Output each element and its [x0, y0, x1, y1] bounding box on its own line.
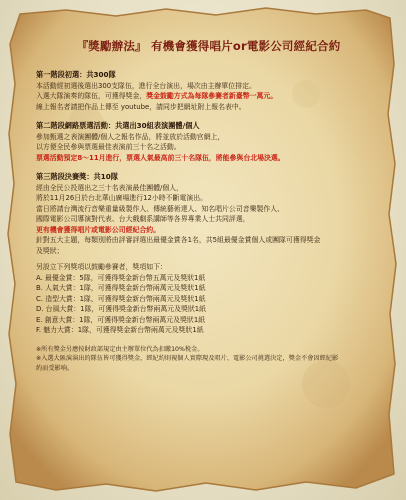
stage1-line: 本活動經初選後選出300支隊伍，進行全台演出，場次由主辦單位排定。 [36, 81, 256, 90]
stage3-line: 當日將請台灣流行音樂重量級製作人、傳統藝術達人、知名唱片公司音樂製作人、 [36, 204, 285, 213]
stage3-red-line: 更有機會獲得唱片或電影公司經紀合約。 [36, 225, 161, 234]
footnote: ※入選大匯演演出的隊伍皆可獲得獎金，經紀約則視個人實際現及唱片、電影公司挑選決定，獎金不會因經紀影 [36, 355, 339, 362]
award-item: C. 造型大賞：1隊，可獲得獎金新台幣兩萬元及獎狀1紙 [36, 294, 206, 303]
parchment-paper [6, 4, 400, 494]
award-item: D. 台風大賞：1隊，可獲得獎金新台幣兩萬元及獎狀1紙 [36, 305, 207, 313]
award-item: B. 人氣大賞：1隊，可獲得獎金新台幣兩萬元及獎狀1紙 [36, 284, 206, 292]
stage3-line: 國際電影公司導演對代表、台大戲劇系講師等各界專業人士共同評選， [36, 215, 250, 223]
footnote: ※所有獎金另應按財政部規定由主辦單位代為扣繳10%稅金。 [36, 345, 204, 353]
awards-intro: 另設立下列獎項以鼓勵參賽者，獎項如下： [36, 263, 167, 271]
stage2-heading: 第二階段網路票選活動：共選出30組表演團體/個人 [36, 121, 200, 130]
stage1-line-text: 入選大隊演奏的隊伍，可獲得獎金， [36, 92, 147, 100]
stage3-line: 經由全民公投選出之三十名表演最佳團體/個人， [36, 183, 184, 192]
stage2-line: 以方便全民參與票選最佳表演前三十名之活動。 [36, 143, 181, 151]
award-item: E. 創意大賞：1隊，可獲得獎金新台幣兩萬元及獎狀1紙 [36, 315, 206, 324]
footnote: 約而受影响。 [36, 364, 74, 372]
content [36, 38, 381, 373]
stage3-line: 針對五大主題，每類別將由評審評選出最優金賞各1名，共5組最優金賞個人或團隊可獲得獎金 [36, 236, 321, 244]
award-item: A. 最優金賞：5隊，可獲得獎金新台幣五萬元及獎狀1紙 [36, 273, 206, 282]
page-title: 『獎勵辦法』 有機會獲得唱片or電影公司經紀合約 [76, 39, 341, 53]
stage2-red-b: 將能參與台北場決選。 [215, 153, 285, 162]
stage2-line: 參加甄選之表演團體/個人之報名作品，將並放於活動官網上， [36, 132, 225, 141]
stage1-line: 線上報名者請把作品上傳至 youtube，請同步把網址附上報名表中。 [36, 102, 246, 111]
award-item: F. 魅力大賞：1隊，可獲得獎金新台幣兩萬元及獎狀1紙 [36, 326, 204, 334]
stage3-line: 將於11月26日於台北華山廣場進行12小時不斷電演出。 [36, 194, 208, 202]
stage1-red-text: 獎金鼓勵方式為每隊參賽者新臺幣一萬元。 [146, 92, 278, 100]
stage1-line [36, 91, 381, 102]
stage2-red-a: 票選活動預定8～11月進行，票選人氣最高前三十名隊伍， [36, 153, 216, 162]
stage3-heading: 第三階段決賽獎：共10隊 [36, 172, 118, 181]
stage1-heading: 第一階段初選：共300隊 [36, 70, 116, 79]
stage2-red-line [36, 153, 381, 164]
stage3-line: 及獎狀； [36, 246, 64, 255]
